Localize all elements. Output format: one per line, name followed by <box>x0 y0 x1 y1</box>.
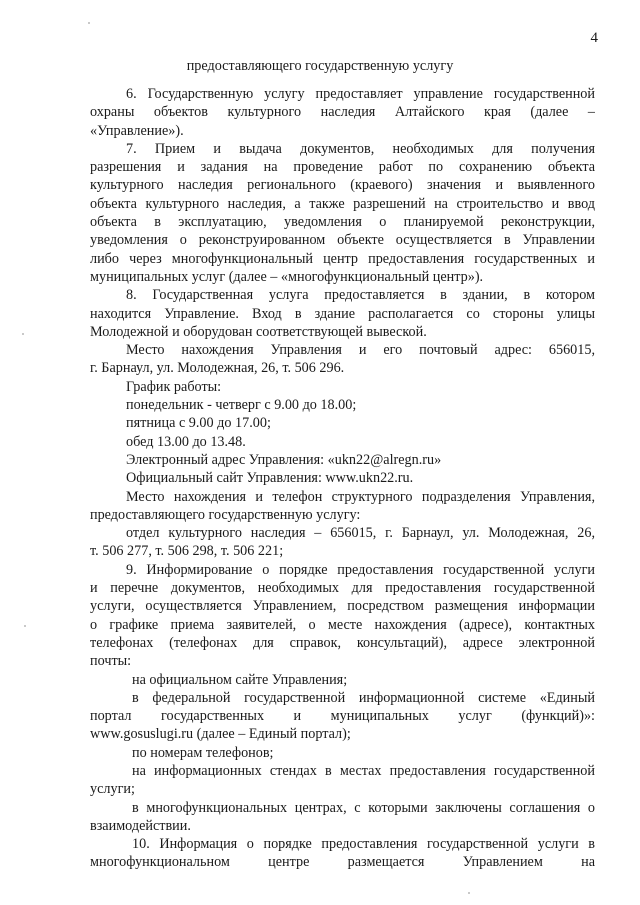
text-line: либо через многофункциональный центр предоставления государственных и <box>90 250 595 267</box>
text-line: в многофункциональных центрах, с которыми заключены соглашения о <box>132 799 595 816</box>
text-line: портал государственных и муниципальных услуг (функций)»: <box>90 708 595 725</box>
text-line: Электронный адрес Управления: «ukn22@alregn.ru» <box>126 451 442 468</box>
text-line: 8. Государственная услуга предоставляется в здании, в котором <box>126 287 595 304</box>
text-line: разрешения и задания на проведение работ по сохранению объекта <box>90 159 595 176</box>
document-body <box>90 85 595 872</box>
text-line: 10. Информация о порядке предоставления государственной услуги в <box>132 836 595 853</box>
text-line: 7. Прием и выдача документов, необходимых для получения <box>126 140 595 157</box>
text-line: отдел культурного наследия – 656015, г. Барнаул, ул. Молодежная, 26, <box>126 525 595 542</box>
text-line: т. 506 277, т. 506 298, т. 506 221; <box>90 543 284 560</box>
text-line: «Управление»). <box>90 122 184 139</box>
text-line: предоставляющего государственную услугу: <box>90 506 361 523</box>
text-line: объекта в эксплуатацию, уведомления о планируемой реконструкции, <box>90 214 595 231</box>
text-line: понедельник - четверг с 9.00 до 18.00; <box>126 397 357 414</box>
text-line: на информационных стендах в местах предоставления государственной <box>132 762 595 779</box>
text-line: находится Управление. Вход в здание располагается со стороны улицы <box>90 305 595 322</box>
text-line: Место нахождения Управления и его почтовый адрес: 656015, <box>126 342 595 359</box>
text-line: пятница с 9.00 до 17.00; <box>126 415 271 432</box>
scan-speck <box>24 625 26 627</box>
text-line: по номерам телефонов; <box>132 744 274 761</box>
text-line: на официальном сайте Управления; <box>132 671 348 688</box>
page-heading: предоставляющего государственную услугу <box>186 58 454 74</box>
text-line: почты: <box>90 653 132 670</box>
text-line: Молодежной и оборудован соответствующей вывеской. <box>90 323 427 340</box>
text-line: Место нахождения и телефон структурного подразделения Управления, <box>126 488 595 505</box>
text-line: услуги; <box>90 781 135 798</box>
text-line: в федеральной государственной информационной системе «Единый <box>132 689 595 706</box>
text-line: уведомления о реконструированном объекте осуществляется в Управлении <box>90 232 595 249</box>
text-line: многофункциональном центре размещается Управлением на <box>90 854 595 871</box>
text-line: объекта культурного наследия, а также разрешений на строительство и ввод <box>90 195 595 212</box>
scan-speck <box>88 22 90 24</box>
text-line: www.gosuslugi.ru (далее – Единый портал); <box>90 726 351 743</box>
text-line: График работы: <box>126 378 222 395</box>
page-number: 4 <box>590 30 598 46</box>
text-line: охраны объектов культурного наследия Алтайского края (далее – <box>90 104 595 121</box>
text-line: Официальный сайт Управления: www.ukn22.ru. <box>126 470 414 487</box>
text-line: культурного наследия регионального (краевого) значения и выявленного <box>90 177 595 194</box>
text-line: 6. Государственную услугу предоставляет управление государственной <box>126 86 595 102</box>
text-line: и перечне документов, необходимых для предоставления государственной <box>90 580 595 597</box>
scan-speck <box>22 333 24 335</box>
scan-speck <box>468 892 470 894</box>
text-line: взаимодействии. <box>90 817 191 834</box>
text-line: о графике приема заявителей, о месте нахождения (адресе), контактных <box>90 616 595 633</box>
text-line: муниципальных услуг (далее – «многофункциональный центр»). <box>90 268 484 285</box>
text-line: 9. Информирование о порядке предоставления государственной услуги <box>126 561 595 578</box>
text-line: г. Барнаул, ул. Молодежная, 26, т. 506 296. <box>90 360 345 377</box>
text-line: телефонах (телефонах для справок, консультаций), адресе электронной <box>90 634 595 651</box>
text-line: обед 13.00 до 13.48. <box>126 433 246 450</box>
text-line: услуги, осуществляется Управлением, посредством размещения информации <box>90 598 595 615</box>
